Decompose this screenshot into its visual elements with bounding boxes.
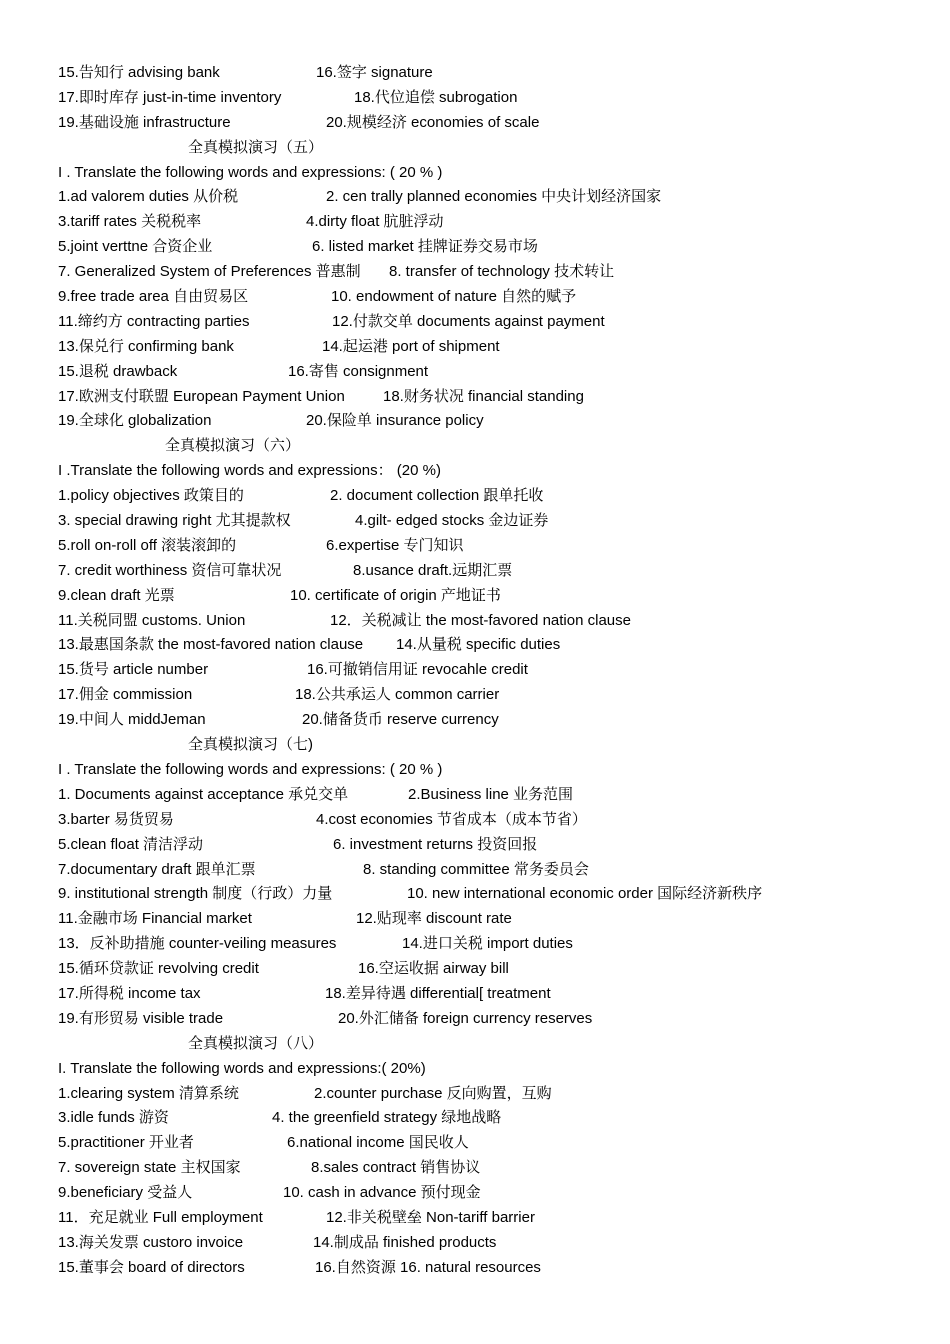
- vocab-entry-left: 5.clean float 清洁浮动: [58, 835, 204, 853]
- vocab-entry-right: 2. cen trally planned economies 中央计划经济国家: [326, 188, 662, 206]
- vocab-entry-right: 4.gilt- edged stocks 金边证券: [355, 512, 549, 530]
- vocab-entry-left: 13．反补助措施 counter-veiling measures: [58, 935, 337, 953]
- vocab-entry-left: I. Translate the following words and expressions:( 20%): [58, 1059, 426, 1077]
- vocab-entry-right: 6.expertise 专门知识: [326, 536, 464, 554]
- vocab-entry-left: I . Translate the following words and expressions: ( 20 % ): [58, 760, 443, 778]
- vocab-entry-left: 3.idle funds 游资: [58, 1109, 169, 1127]
- vocab-entry-left: 15.循环贷款证 revolving credit: [58, 960, 259, 978]
- vocab-line: [58, 1181, 938, 1206]
- vocab-line: [58, 758, 938, 783]
- vocab-line: [58, 484, 938, 509]
- vocab-line: [58, 609, 938, 634]
- vocab-line: [58, 260, 938, 285]
- vocab-entry-left: 13.保兑行 confirming bank: [58, 337, 234, 355]
- vocab-line: [58, 1057, 938, 1082]
- vocab-entry-left: I .Translate the following words and expressions： (20 %): [58, 462, 441, 480]
- vocab-entry-right: 8.usance draft.远期汇票: [353, 561, 513, 579]
- vocab-entry-right: 6.national income 国民收人: [287, 1134, 469, 1152]
- vocab-entry-right: 14.制成品 finished products: [313, 1233, 497, 1251]
- vocab-entry-right: 10. endowment of nature 自然的赋予: [331, 288, 577, 306]
- section-heading: [58, 434, 938, 459]
- vocab-line: [58, 509, 938, 534]
- vocab-line: [58, 808, 938, 833]
- vocab-entry-right: 10. cash in advance 预付现金: [283, 1184, 481, 1202]
- vocab-line: [58, 907, 938, 932]
- vocab-entry-right: 16.空运收据 airway bill: [358, 960, 509, 978]
- vocab-line: [58, 1106, 938, 1131]
- vocab-entry-left: I . Translate the following words and expressions: ( 20 % ): [58, 163, 443, 181]
- section-heading: [58, 1032, 938, 1057]
- vocab-entry-right: 18.财务状况 financial standing: [383, 387, 584, 405]
- vocab-line: [58, 833, 938, 858]
- vocab-entry-right: 12.非关税壁垒 Non-tariff barrier: [326, 1208, 535, 1226]
- vocab-entry-left: 17.佣金 commission: [58, 686, 193, 704]
- section-heading-text: 全真模拟演习（六）: [165, 437, 301, 455]
- vocab-line: [58, 783, 938, 808]
- vocab-line: [58, 1156, 938, 1181]
- vocab-entry-left: 7. credit worthiness 资信可靠状况: [58, 561, 282, 579]
- vocab-entry-left: 9. institutional strength 制度（行政）力量: [58, 885, 333, 903]
- vocab-line: [58, 1082, 938, 1107]
- vocab-entry-left: 11.金融市场 Financial market: [58, 910, 252, 928]
- vocab-line: [58, 982, 938, 1007]
- vocab-line: [58, 360, 938, 385]
- vocab-entry-left: 15.告知行 advising bank: [58, 64, 220, 81]
- vocab-line: [58, 185, 938, 210]
- vocab-entry-right: 4.cost economies 节省成本（成本节省）: [316, 810, 587, 828]
- vocab-entry-left: 9.clean draft 光票: [58, 586, 175, 604]
- vocab-entry-left: 5.practitioner 开业者: [58, 1134, 194, 1152]
- vocab-entry-left: 3.barter 易货贸易: [58, 810, 174, 828]
- vocab-entry-left: 9.free trade area 自由贸易区: [58, 288, 249, 306]
- vocab-entry-left: 19.中间人 middJeman: [58, 711, 206, 729]
- vocab-entry-right: 16.可撤销信用证 revocahle credit: [307, 661, 528, 679]
- vocab-entry-left: 5.roll on-roll off 滚装滚卸的: [58, 536, 237, 554]
- vocab-entry-right: 16.自然资源 16. natural resources: [315, 1258, 541, 1276]
- vocab-line: [58, 957, 938, 982]
- vocab-line: [58, 235, 938, 260]
- vocab-line: [58, 310, 938, 335]
- vocab-entry-left: 1.policy objectives 政策目的: [58, 487, 244, 505]
- vocab-line: [58, 285, 938, 310]
- vocab-entry-left: 19.全球化 globalization: [58, 412, 212, 430]
- vocab-entry-right: 12.贴现率 discount rate: [356, 910, 512, 928]
- vocab-entry-right: 2.Business line 业务范围: [408, 785, 574, 803]
- section-heading-text: 全真模拟演习（七): [188, 736, 313, 754]
- vocab-entry-right: 20.保险单 insurance policy: [306, 412, 484, 430]
- vocab-entry-left: 15.董事会 board of directors: [58, 1258, 245, 1276]
- vocab-line: [58, 161, 938, 186]
- vocab-line: [58, 534, 938, 559]
- vocab-line: [58, 932, 938, 957]
- vocab-entry-left: 1. Documents against acceptance 承兑交单: [58, 785, 349, 803]
- vocab-entry-left: 15.货号 article number: [58, 661, 209, 679]
- vocab-entry-right: 10. certificate of origin 产地证书: [290, 586, 501, 604]
- vocab-line: [58, 882, 938, 907]
- vocab-entry-left: 17.即时库存 just-in-time inventory: [58, 88, 282, 106]
- vocab-line: [58, 111, 938, 136]
- vocab-entry-left: 11．充足就业 Full employment: [58, 1208, 263, 1226]
- vocab-entry-left: 7.documentary draft 跟单汇票: [58, 860, 256, 878]
- vocab-entry-right: 20.规模经济 economies of scale: [326, 113, 540, 131]
- vocab-line: [58, 683, 938, 708]
- vocab-entry-right: 20.储备货币 reserve currency: [302, 711, 499, 729]
- vocab-entry-left: 7. Generalized System of Preferences 普惠制: [58, 263, 361, 281]
- vocab-entry-right: 2. document collection 跟单托收: [330, 487, 544, 505]
- vocab-entry-right: 16.签字 signature: [316, 64, 433, 81]
- vocab-line: [58, 459, 938, 484]
- vocab-entry-right: 18.代位追偿 subrogation: [354, 88, 518, 106]
- vocab-entry-left: 19.基础设施 infrastructure: [58, 113, 231, 131]
- vocab-entry-right: 14.进口关税 import duties: [402, 935, 573, 953]
- vocab-line: [58, 708, 938, 733]
- vocab-entry-left: 9.beneficiary 受益人: [58, 1184, 193, 1202]
- vocab-line: [58, 1131, 938, 1156]
- vocab-entry-right: 14.起运港 port of shipment: [322, 337, 500, 355]
- vocab-entry-right: 18.公共承运人 common carrier: [295, 686, 500, 704]
- vocab-entry-right: 4.dirty float 肮脏浮动: [306, 213, 444, 231]
- document-body: [58, 61, 938, 1281]
- vocab-entry-left: 17.所得税 income tax: [58, 984, 201, 1002]
- vocab-line: [58, 858, 938, 883]
- vocab-line: [58, 409, 938, 434]
- vocab-line: [58, 61, 938, 86]
- vocab-entry-left: 11.关税同盟 customs. Union: [58, 611, 246, 629]
- vocab-entry-right: 18.差异待遇 differential[ treatment: [325, 984, 551, 1002]
- vocab-line: [58, 210, 938, 235]
- vocab-entry-left: 1.clearing system 清算系统: [58, 1084, 239, 1102]
- section-heading: [58, 136, 938, 161]
- vocab-entry-left: 3.tariff rates 关税税率: [58, 213, 202, 231]
- vocab-entry-left: 11.缔约方 contracting parties: [58, 312, 250, 330]
- vocab-entry-left: 13.最惠国条款 the most-favored nation clause: [58, 636, 364, 654]
- vocab-entry-right: 12．关税减让 the most-favored nation clause: [330, 611, 631, 629]
- vocab-entry-left: 3. special drawing right 尤其提款权: [58, 512, 291, 530]
- section-heading-text: 全真模拟演习（八）: [188, 1034, 324, 1052]
- vocab-entry-left: 19.有形贸易 visible trade: [58, 1009, 224, 1027]
- vocab-entry-right: 6. investment returns 投资回报: [333, 835, 538, 853]
- vocab-entry-left: 13.海关发票 custoro invoice: [58, 1233, 244, 1251]
- vocab-line: [58, 1231, 938, 1256]
- vocab-entry-right: 14.从量税 specific duties: [396, 636, 561, 654]
- vocab-entry-left: 7. sovereign state 主权国家: [58, 1159, 241, 1177]
- vocab-entry-left: 5.joint verttne 合资企业: [58, 238, 213, 256]
- vocab-entry-right: 8.sales contract 销售协议: [311, 1159, 481, 1177]
- vocab-line: [58, 86, 938, 111]
- vocab-line: [58, 658, 938, 683]
- vocab-entry-right: 2.counter purchase 反向购置，互购: [314, 1084, 552, 1102]
- vocab-entry-right: 10. new international economic order 国际经济新秩序: [407, 885, 763, 903]
- vocab-line: [58, 335, 938, 360]
- vocab-entry-right: 8. standing committee 常务委员会: [363, 860, 589, 878]
- vocab-entry-right: 8. transfer of technology 技术转让: [389, 263, 615, 281]
- vocab-entry-right: 20.外汇储备 foreign currency reserves: [338, 1009, 593, 1027]
- vocab-line: [58, 559, 938, 584]
- vocab-entry-right: 12.付款交单 documents against payment: [332, 312, 605, 330]
- vocab-entry-right: 6. listed market 挂牌证券交易市场: [312, 238, 538, 256]
- vocab-entry-left: 15.退税 drawback: [58, 362, 178, 380]
- vocab-line: [58, 385, 938, 410]
- vocab-line: [58, 1007, 938, 1032]
- section-heading: [58, 733, 938, 758]
- section-heading-text: 全真模拟演习（五）: [188, 138, 324, 156]
- vocab-entry-left: 1.ad valorem duties 从价税: [58, 188, 239, 206]
- vocab-line: [58, 584, 938, 609]
- vocab-line: [58, 1256, 938, 1281]
- vocab-line: [58, 633, 938, 658]
- vocab-entry-right: 4. the greenfield strategy 绿地战略: [272, 1109, 502, 1127]
- vocab-entry-left: 17.欧洲支付联盟 European Payment Union: [58, 387, 345, 405]
- vocab-line: [58, 1206, 938, 1231]
- vocab-entry-right: 16.寄售 consignment: [288, 362, 429, 380]
